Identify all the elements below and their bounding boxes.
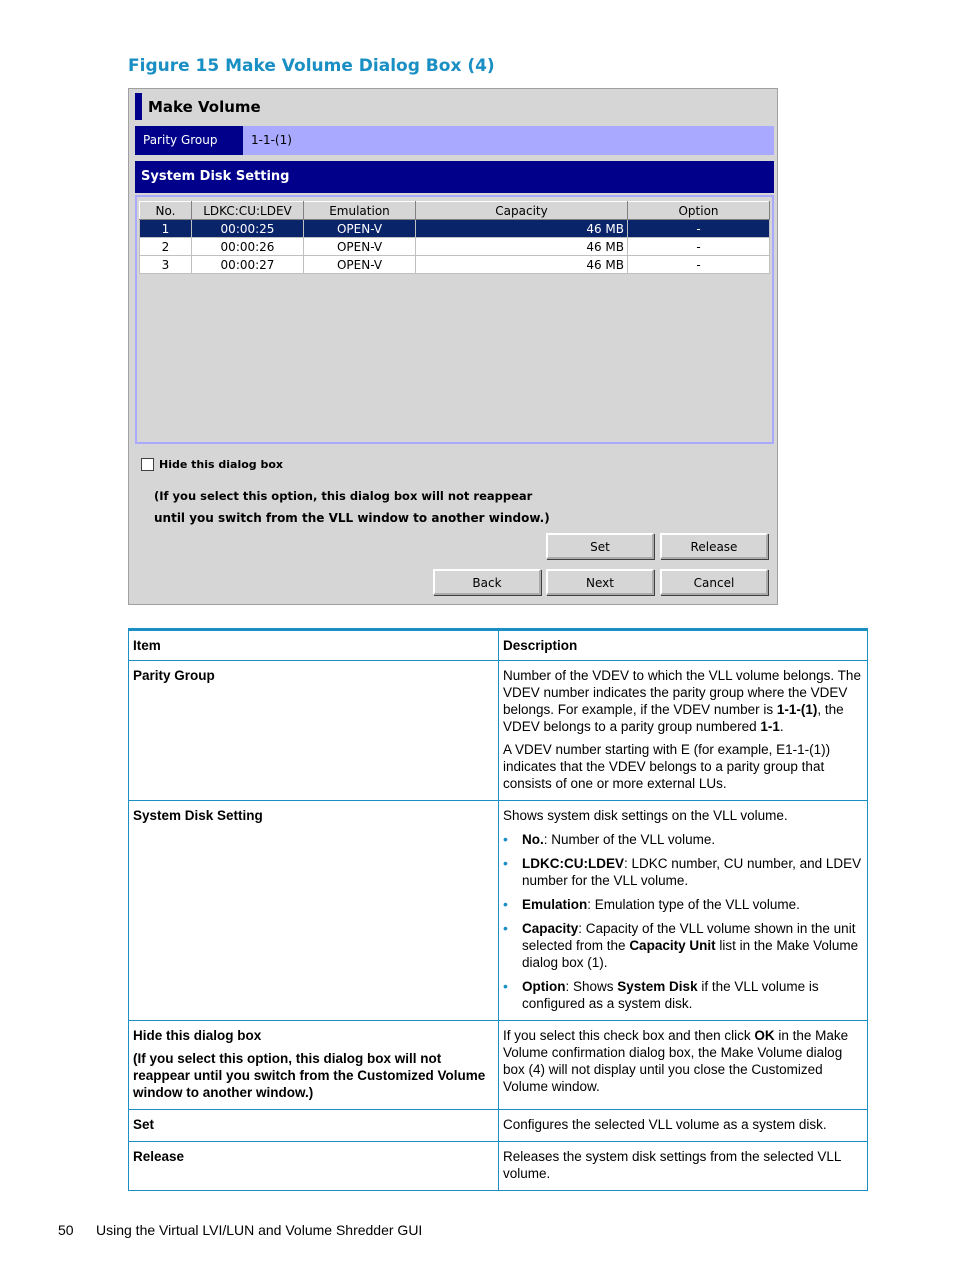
footer-text: Using the Virtual LVI/LUN and Volume Shredder GUI: [96, 1222, 423, 1238]
description-cell: [499, 801, 868, 1021]
cell-capacity: 46 MB: [416, 238, 628, 256]
list-item: • Emulation: Emulation type of the VLL volume.: [503, 896, 863, 913]
list-item: • LDKC:CU:LDEV: LDKC number, CU number, and LDEV number for the VLL volume.: [503, 855, 863, 889]
cell-capacity: 46 MB: [416, 256, 628, 274]
back-button[interactable]: Back: [433, 569, 541, 595]
item-cell: Parity Group: [129, 661, 499, 801]
cell-emulation: OPEN-V: [304, 220, 416, 238]
next-button[interactable]: Next: [546, 569, 654, 595]
cell-option: -: [628, 238, 770, 256]
cell-no: 3: [140, 256, 192, 274]
column-header-emulation[interactable]: Emulation: [304, 202, 416, 220]
description-paragraph: Shows system disk settings on the VLL volume.: [503, 808, 788, 823]
item-cell: Release: [129, 1142, 499, 1191]
column-header-ldev[interactable]: LDKC:CU:LDEV: [192, 202, 304, 220]
hide-dialog-option[interactable]: [141, 458, 283, 471]
list-item: • Capacity: Capacity of the VLL volume shown in the unit selected from the Capacity Unit list in the Make Volume dialog box (1).: [503, 920, 863, 971]
header-item: Item: [129, 630, 499, 661]
system-disk-setting-header: System Disk Setting: [135, 161, 774, 193]
header-description: Description: [499, 630, 868, 661]
volume-grid: [139, 201, 770, 274]
column-header-capacity[interactable]: Capacity: [416, 202, 628, 220]
list-item: • Option: Shows System Disk if the VLL volume is configured as a system disk.: [503, 978, 863, 1012]
table-row: [129, 1021, 868, 1110]
description-paragraph: Number of the VDEV to which the VLL volume belongs. The VDEV number indicates the parity group where the VDEV belongs. For example, if the VDEV number is 1-1-(1), the VDEV belongs to a parity group numbered 1-1.: [503, 668, 861, 734]
list-item: • No.: Number of the VLL volume.: [503, 831, 863, 848]
cell-no: 1: [140, 220, 192, 238]
cell-ldev: 00:00:26: [192, 238, 304, 256]
table-row: [129, 801, 868, 1021]
parity-group-value: 1-1-(1): [251, 133, 292, 147]
description-cell: Configures the selected VLL volume as a system disk.: [499, 1110, 868, 1142]
description-paragraph: If you select this check box and then click OK in the Make Volume confirmation dialog box, the Make Volume dialog box (4) will not display until you close the Customized Volume window.: [503, 1028, 849, 1094]
table-row: [129, 1142, 868, 1191]
description-cell: [499, 661, 868, 801]
table-row[interactable]: [140, 238, 770, 256]
set-button[interactable]: Set: [546, 533, 654, 559]
table-row: [129, 1110, 868, 1142]
item-cell: Set: [129, 1110, 499, 1142]
item-cell: System Disk Setting: [129, 801, 499, 1021]
hide-note-line1: (If you select this option, this dialog box will not reappear: [154, 489, 533, 503]
make-volume-dialog: [128, 88, 778, 605]
title-marker: [135, 93, 142, 120]
cell-emulation: OPEN-V: [304, 238, 416, 256]
description-table: [128, 628, 868, 1191]
description-paragraph: A VDEV number starting with E (for example, E1-1-(1)) indicates that the VDEV belongs to a parity group that consists of one or more external LUs.: [503, 742, 831, 791]
release-button[interactable]: Release: [660, 533, 768, 559]
parity-group-label: Parity Group: [135, 126, 243, 155]
page-footer: [58, 1222, 422, 1238]
column-header-option[interactable]: Option: [628, 202, 770, 220]
cell-emulation: OPEN-V: [304, 256, 416, 274]
parity-group-row: [135, 126, 774, 155]
table-row: [129, 661, 868, 801]
hide-dialog-label[interactable]: Hide this dialog box: [159, 458, 284, 471]
dialog-title: Make Volume: [148, 98, 261, 116]
hide-dialog-checkbox[interactable]: [141, 458, 154, 471]
bullet-list: [503, 831, 863, 1012]
column-header-no[interactable]: No.: [140, 202, 192, 220]
cell-capacity: 46 MB: [416, 220, 628, 238]
table-row[interactable]: [140, 220, 770, 238]
cancel-button[interactable]: Cancel: [660, 569, 768, 595]
hide-note-line2: until you switch from the VLL window to another window.): [154, 511, 550, 525]
cell-ldev: 00:00:25: [192, 220, 304, 238]
page-number: 50: [58, 1222, 74, 1238]
table-row[interactable]: [140, 256, 770, 274]
cell-no: 2: [140, 238, 192, 256]
figure-title: Figure 15 Make Volume Dialog Box (4): [128, 56, 495, 76]
item-cell: Hide this dialog box (If you select this option, this dialog box will not reappear until you switch from the Customized Volume window to another window.): [129, 1021, 499, 1110]
description-cell: [499, 1021, 868, 1110]
cell-ldev: 00:00:27: [192, 256, 304, 274]
cell-option: -: [628, 220, 770, 238]
volume-grid-panel: [135, 195, 774, 444]
cell-option: -: [628, 256, 770, 274]
description-cell: Releases the system disk settings from the selected VLL volume.: [499, 1142, 868, 1191]
